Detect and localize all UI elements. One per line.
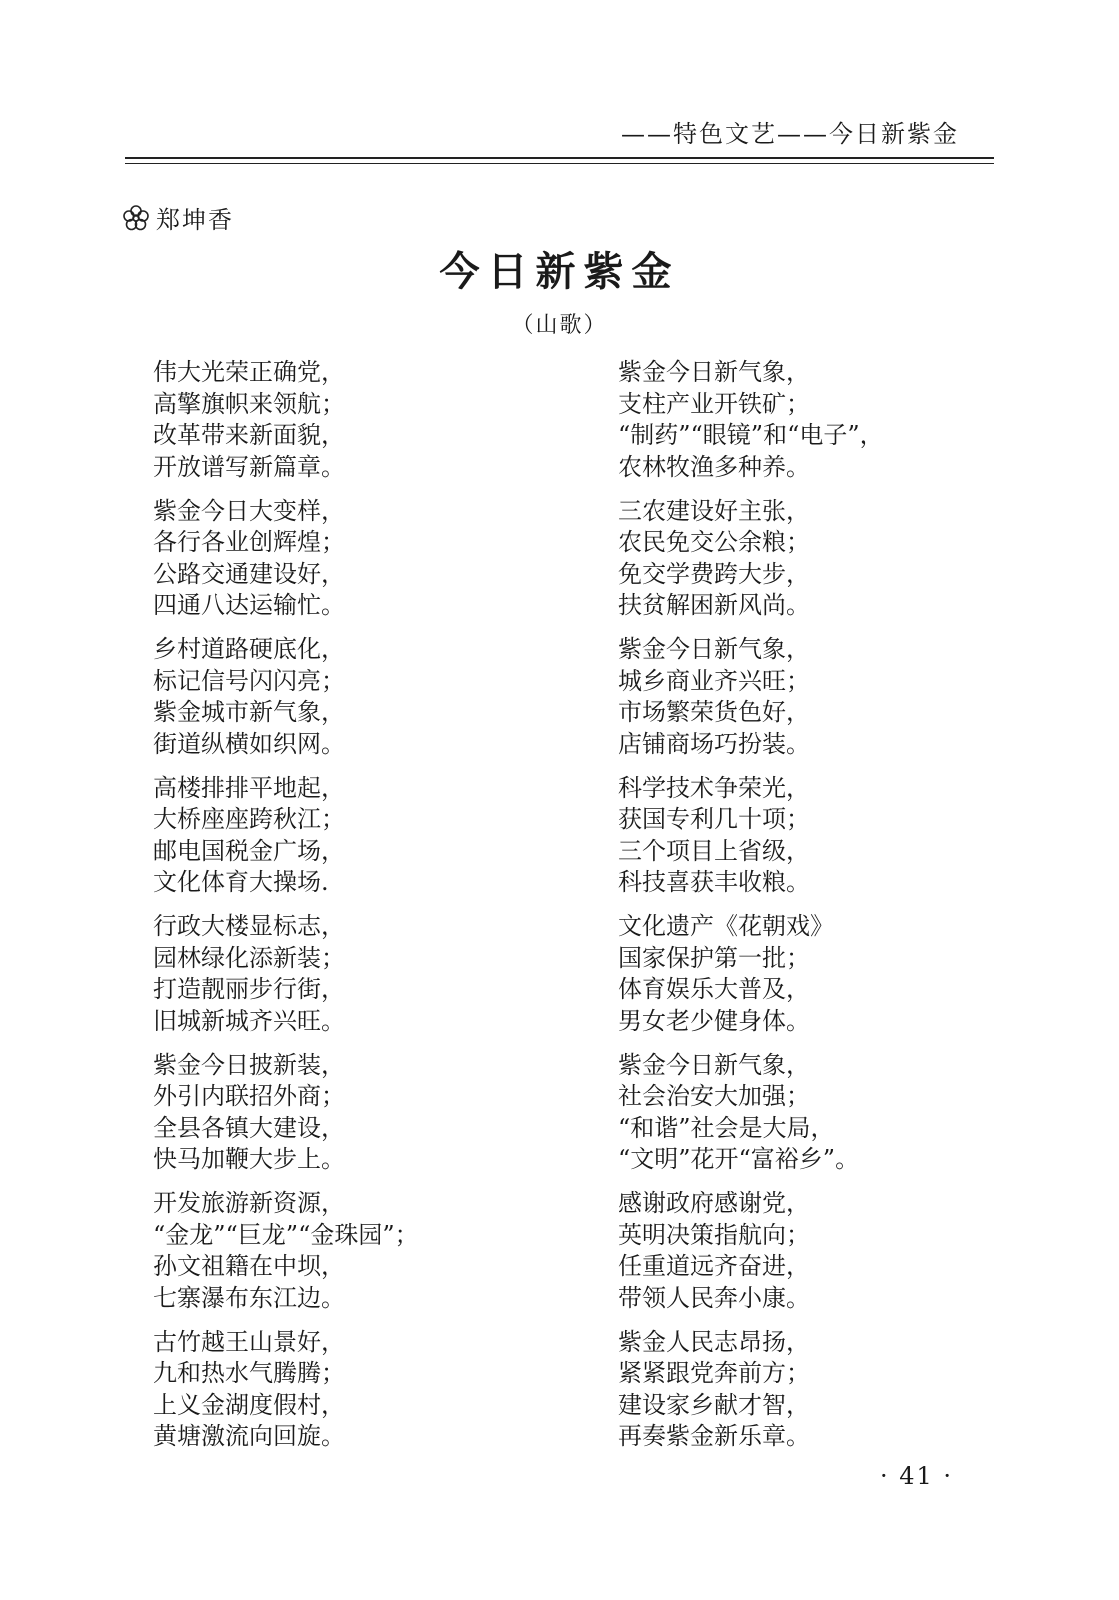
poem-line: 紫金今日披新装， xyxy=(153,1050,345,1079)
poem-line: 高楼排排平地起， xyxy=(153,773,345,802)
poem-line: 紫金今日大变样， xyxy=(153,496,345,525)
stanza xyxy=(153,1188,533,1314)
poem-line: 任重道远齐奋进， xyxy=(618,1252,810,1280)
poem-line: 高擎旗帜来领航； xyxy=(153,389,345,418)
poem-line: 邮电国税金广场， xyxy=(153,836,345,865)
stanza xyxy=(618,1327,998,1453)
stanza xyxy=(618,357,998,483)
header-rule-thick xyxy=(125,157,994,159)
poem-line: 公路交通建设好， xyxy=(153,559,345,588)
poem-line: 紫金城市新气象， xyxy=(153,698,345,726)
poem-line: 标记信号闪闪亮； xyxy=(153,666,345,695)
poem-line: 外引内联招外商； xyxy=(153,1082,345,1110)
poem-line: 打造靓丽步行街， xyxy=(153,975,345,1003)
author-name: 郑坤香 xyxy=(156,206,234,234)
poem-line: 全县各镇大建设， xyxy=(153,1113,345,1142)
flower-icon xyxy=(122,204,150,232)
stanza xyxy=(618,1050,998,1176)
poem-line: 上义金湖度假村， xyxy=(153,1390,345,1419)
stanza xyxy=(153,496,533,622)
poem-line: 开放谱写新篇章。 xyxy=(153,452,345,481)
poem-line: 黄塘激流向回旋。 xyxy=(153,1422,345,1450)
poem-line: 大桥座座跨秋江； xyxy=(153,805,345,833)
poem-line: 市场繁荣货色好， xyxy=(618,698,810,726)
poem-line: 科技喜获丰收粮。 xyxy=(618,868,810,896)
running-head: ——特色文艺——今日新紫金 xyxy=(621,120,959,148)
poem-line: 农林牧渔多种养。 xyxy=(618,452,810,481)
stanza xyxy=(618,911,998,1037)
stanza xyxy=(153,357,533,483)
poem-line: 感谢政府感谢党， xyxy=(618,1189,810,1217)
poem-line: 科学技术争荣光， xyxy=(618,773,810,802)
poem-line: 开发旅游新资源， xyxy=(153,1189,345,1217)
poem-line: “和谐”社会是大局， xyxy=(618,1113,835,1142)
poem-line: 免交学费跨大步， xyxy=(618,559,810,588)
poem-line: 文化遗产《花朝戏》 xyxy=(618,912,834,940)
poem-line: 社会治安大加强； xyxy=(618,1082,810,1110)
poem-line: 紫金人民志昂扬， xyxy=(618,1327,810,1356)
poem-line: 再奏紫金新乐章。 xyxy=(618,1422,810,1450)
header-rule-thin xyxy=(125,163,994,164)
poem-line: 带领人民奔小康。 xyxy=(618,1283,810,1312)
poem-line: 三农建设好主张， xyxy=(618,496,810,525)
poem-line: 四通八达运输忙。 xyxy=(153,591,345,619)
poem-line: 行政大楼显标志， xyxy=(153,912,345,940)
poem-line: 建设家乡献才智， xyxy=(618,1390,810,1419)
poem-line: 城乡商业齐兴旺； xyxy=(618,666,810,695)
poem-line: 英明决策指航向； xyxy=(618,1220,810,1249)
poem-line: 紫金今日新气象， xyxy=(618,358,810,386)
poem-line: “制药”“眼镜”和“电子”， xyxy=(618,421,884,449)
poem-line: 快马加鞭大步上。 xyxy=(153,1145,345,1173)
poem-line: 改革带来新面貌， xyxy=(153,421,345,449)
stanza xyxy=(153,634,533,760)
right-column xyxy=(618,357,998,1465)
poem-line: 体育娱乐大普及， xyxy=(618,975,810,1003)
poem-line: 园林绿化添新装； xyxy=(153,943,345,972)
poem-line: 紫金今日新气象， xyxy=(618,635,810,663)
poem-line: “文明”花开“富裕乡”。 xyxy=(618,1145,860,1173)
poem-line: “金龙”“巨龙”“金珠园”； xyxy=(153,1220,419,1249)
poem-line: 伟大光荣正确党， xyxy=(153,358,345,386)
stanza xyxy=(618,634,998,760)
stanza xyxy=(153,911,533,1037)
stanza xyxy=(618,1188,998,1314)
stanza xyxy=(618,773,998,899)
poem-line: 各行各业创辉煌； xyxy=(153,528,345,556)
poem-line: 旧城新城齐兴旺。 xyxy=(153,1006,345,1035)
stanza xyxy=(153,1327,533,1453)
poem-line: 紫金今日新气象， xyxy=(618,1050,810,1079)
poem-line: 文化体育大操场. xyxy=(153,868,329,896)
poem-line: 支柱产业开铁矿； xyxy=(618,389,810,418)
page-number: · 41 · xyxy=(880,1462,954,1490)
author-line xyxy=(122,200,234,235)
poem-line: 九和热水气腾腾； xyxy=(153,1359,345,1387)
poem-line: 七寨瀑布东江边。 xyxy=(153,1283,345,1312)
poem-line: 三个项目上省级， xyxy=(618,836,810,865)
poem-subtitle: （山歌） xyxy=(511,313,608,338)
stanza xyxy=(153,1050,533,1176)
poem-line: 孙文祖籍在中坝， xyxy=(153,1252,345,1280)
poem-line: 店铺商场巧扮装。 xyxy=(618,729,810,758)
poem-line: 街道纵横如织网。 xyxy=(153,729,345,758)
stanza xyxy=(618,496,998,622)
poem-title: 今日新紫金 xyxy=(439,249,680,295)
poem-line: 获国专利几十项； xyxy=(618,805,810,833)
poem-line: 男女老少健身体。 xyxy=(618,1006,810,1035)
poem-line: 国家保护第一批； xyxy=(618,943,810,972)
poem-line: 紧紧跟党奔前方； xyxy=(618,1359,810,1387)
poem-line: 乡村道路硬底化， xyxy=(153,635,345,663)
poem-line: 扶贫解困新风尚。 xyxy=(618,591,810,619)
left-column xyxy=(153,357,533,1465)
poem-line: 农民免交公余粮； xyxy=(618,528,810,556)
stanza xyxy=(153,773,533,899)
poem-line: 古竹越王山景好， xyxy=(153,1327,345,1356)
